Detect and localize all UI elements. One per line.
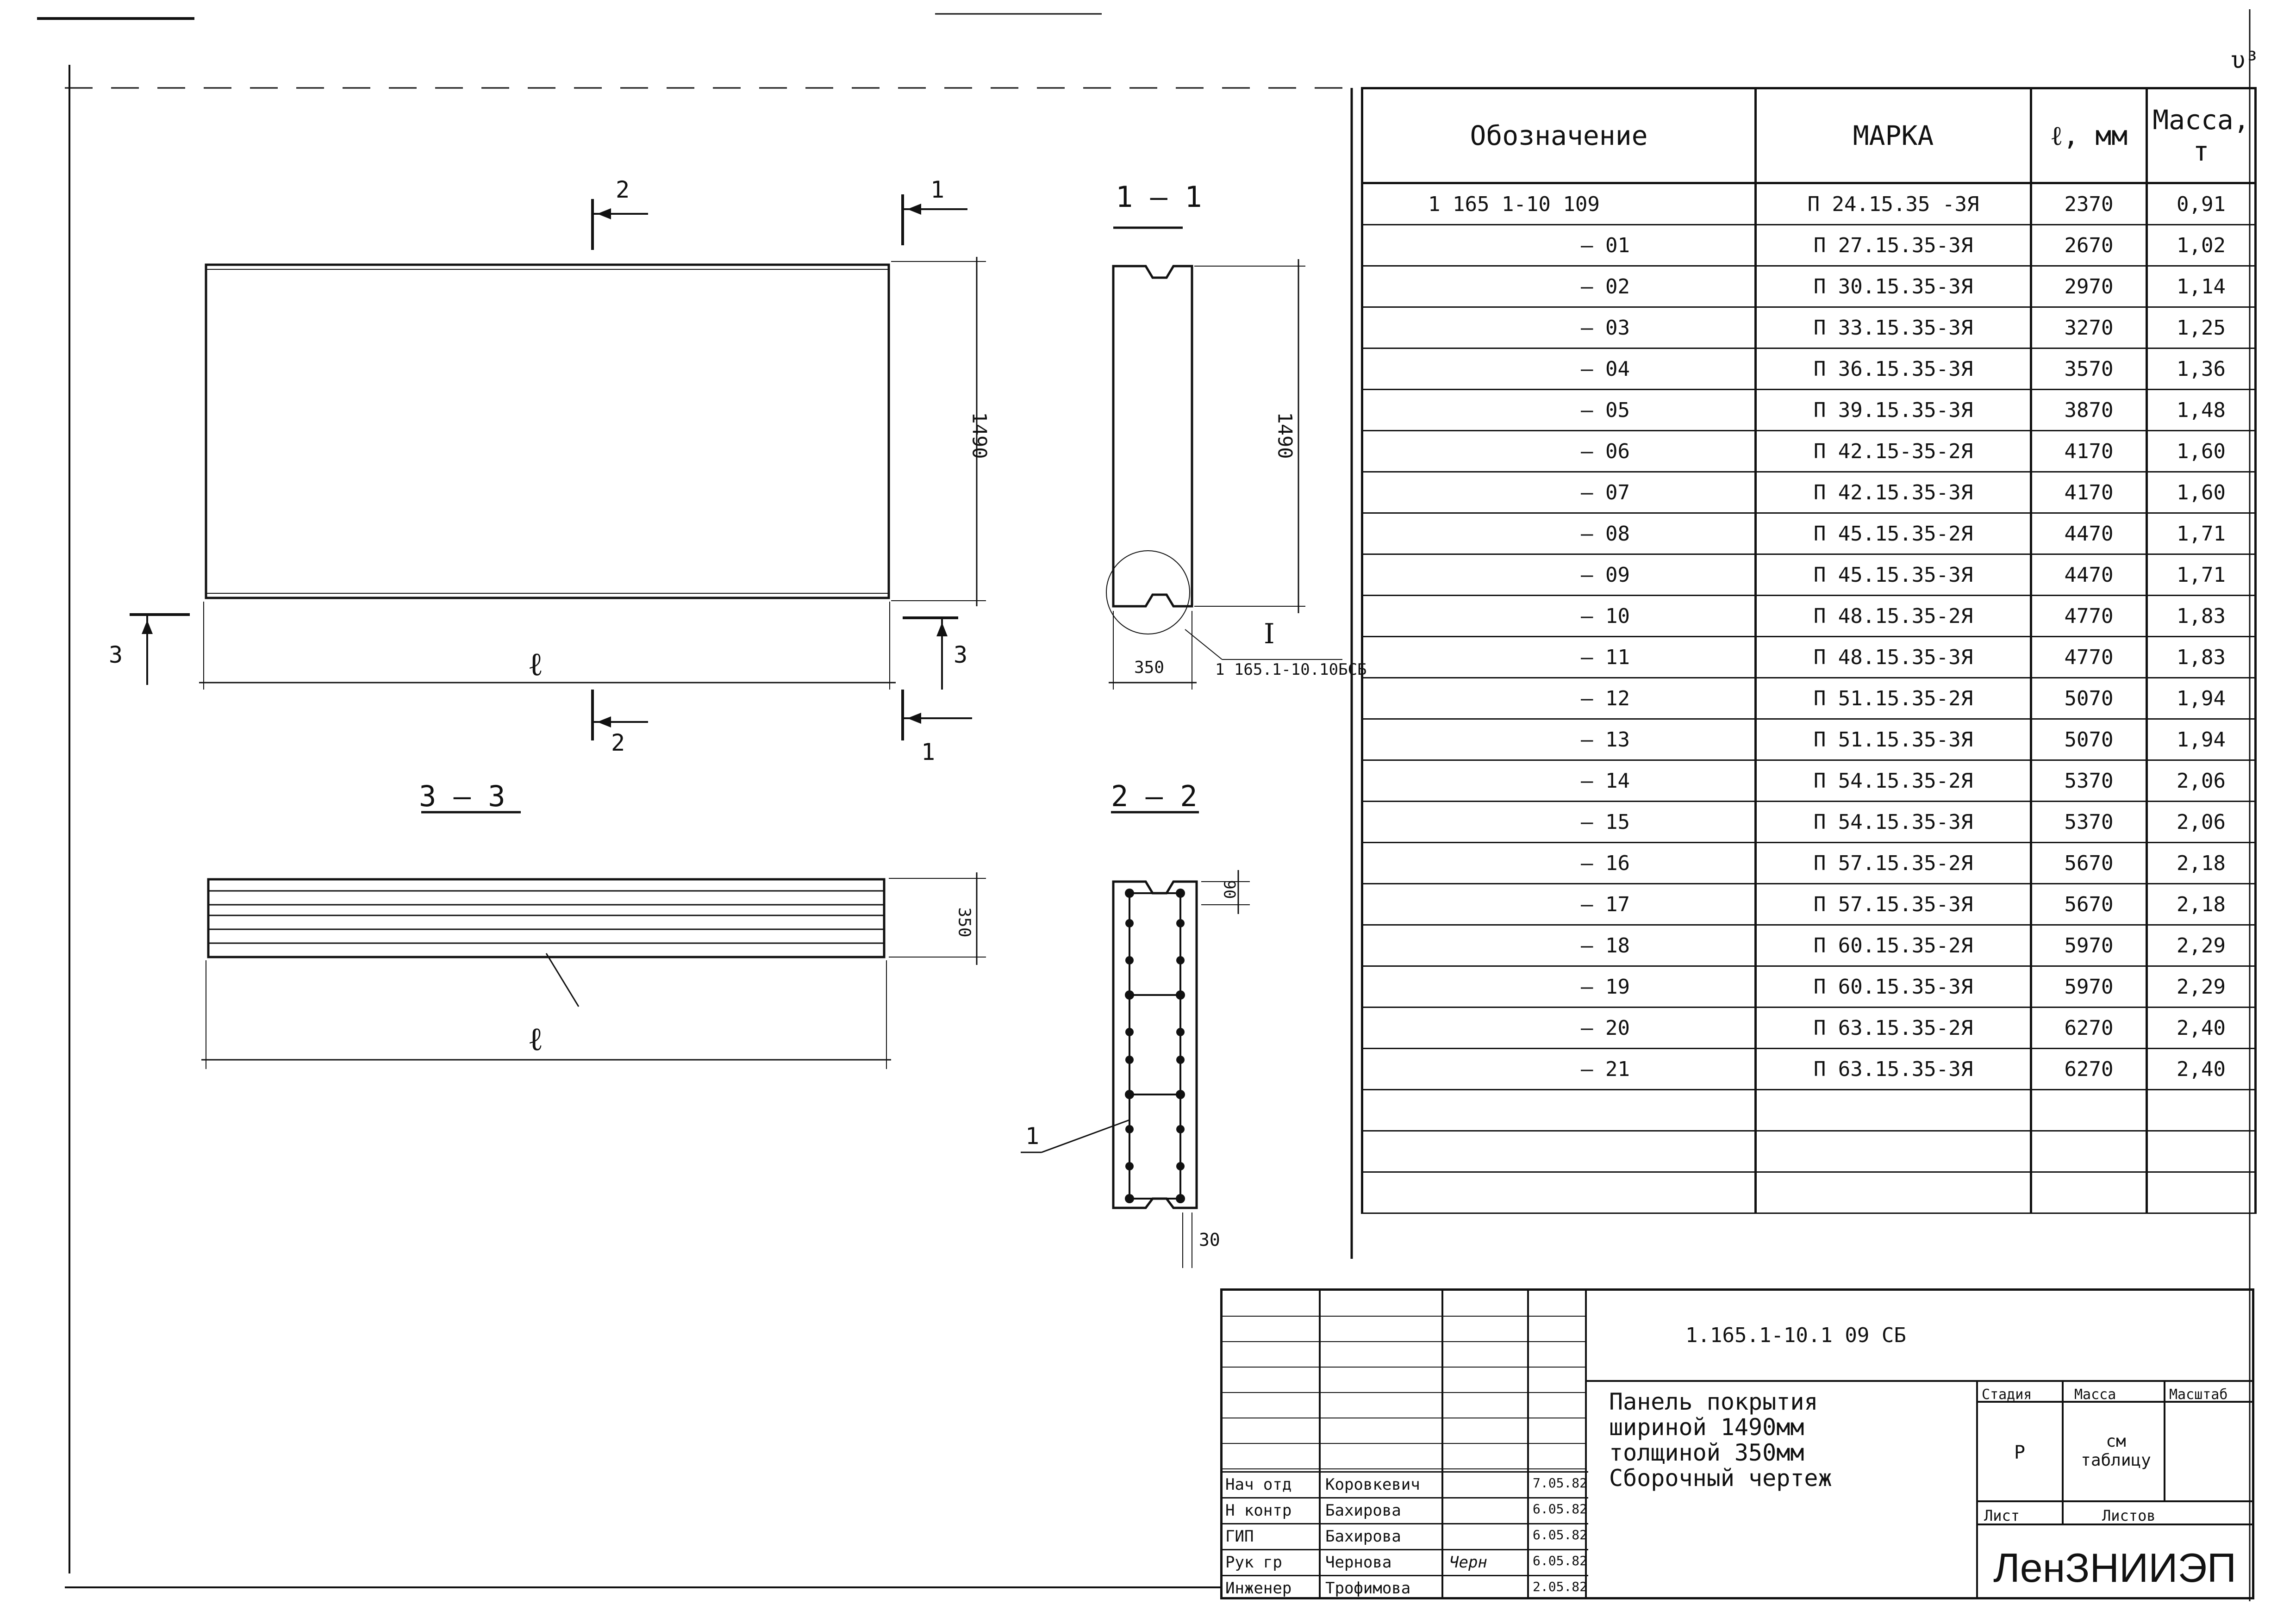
header-length: ℓ, мм: [2031, 88, 2147, 183]
mass-cell: 2,06: [2147, 760, 2256, 802]
table-row: [1362, 678, 2256, 719]
length-cell: 6270: [2031, 1049, 2147, 1090]
mass-cell: 1,60: [2147, 431, 2256, 472]
node-label: I: [1264, 618, 1275, 650]
length-cell: 5070: [2031, 678, 2147, 719]
signature-sign: Черн: [1449, 1553, 1487, 1572]
designation-cell: — 18: [1362, 925, 1756, 966]
empty-row: [1362, 1090, 2256, 1131]
section-1-1-dim-1490: 1490: [1273, 412, 1297, 459]
signature-name: Коровкевич: [1325, 1475, 1420, 1494]
cut-label-3-left: 3: [109, 641, 123, 668]
empty-cell: [1756, 1131, 2031, 1172]
mark-cell: П 57.15.35-3Я: [1756, 884, 2031, 925]
mass-cell: 1,60: [2147, 472, 2256, 513]
empty-cell: [2147, 1090, 2256, 1131]
mark-cell: П 45.15.35-2Я: [1756, 513, 2031, 554]
table-row: [1362, 1049, 2256, 1090]
empty-cell: [1362, 1131, 1756, 1172]
designation-cell: — 15: [1362, 802, 1756, 843]
mark-cell: П 60.15.35-2Я: [1756, 925, 2031, 966]
stage-value: Р: [2014, 1442, 2026, 1463]
mass-cell: 1,83: [2147, 637, 2256, 678]
table-row: [1362, 307, 2256, 348]
mass-cell: 1,25: [2147, 307, 2256, 348]
designation-cell: — 12: [1362, 678, 1756, 719]
table-row: [1362, 183, 2256, 225]
title-line-1: Панель покрытия: [1609, 1388, 1818, 1415]
title-line-4: Сборочный чертеж: [1609, 1465, 1832, 1492]
mass-cell: 1,71: [2147, 513, 2256, 554]
length-cell: 6270: [2031, 1007, 2147, 1049]
corner-mark: υ³: [2231, 47, 2259, 74]
signature-role: ГИП: [1225, 1527, 1254, 1546]
table-row: [1362, 225, 2256, 266]
mass-cell: 2,40: [2147, 1007, 2256, 1049]
designation-cell: — 20: [1362, 1007, 1756, 1049]
table-row: [1362, 760, 2256, 802]
table-row: [1362, 472, 2256, 513]
mass-cell: 1,71: [2147, 554, 2256, 596]
designation-cell: — 01: [1362, 225, 1756, 266]
section-3-3-title: 3 — 3: [419, 779, 505, 813]
empty-cell: [1362, 1090, 1756, 1131]
mark-cell: П 24.15.35 -3Я: [1756, 183, 2031, 225]
header-mass: Масса, т: [2147, 88, 2256, 183]
sheet-label: Лист: [1984, 1507, 2020, 1524]
table-row: [1362, 596, 2256, 637]
mark-cell: П 54.15.35-2Я: [1756, 760, 2031, 802]
mass-cell: 1,94: [2147, 719, 2256, 760]
empty-row: [1362, 1172, 2256, 1213]
cut-label-1-bottom: 1: [921, 739, 936, 765]
designation-cell: — 03: [1362, 307, 1756, 348]
plan-dim-length: ℓ: [528, 645, 543, 683]
leader-label-1: 1: [1025, 1123, 1040, 1150]
designation-cell: — 16: [1362, 843, 1756, 884]
signature-name: Чернова: [1325, 1553, 1392, 1572]
mark-cell: П 54.15.35-3Я: [1756, 802, 2031, 843]
designation-cell: — 04: [1362, 348, 1756, 390]
mass-cell: 2,29: [2147, 966, 2256, 1007]
cut-label-3-right: 3: [954, 641, 968, 668]
signature-role: Инженер: [1225, 1579, 1292, 1598]
mark-cell: П 42.15.35-3Я: [1756, 472, 2031, 513]
length-cell: 3870: [2031, 390, 2147, 431]
mass-value: см таблицу: [2081, 1432, 2151, 1470]
signature-name: Трофимова: [1325, 1579, 1411, 1598]
mark-cell: П 45.15.35-3Я: [1756, 554, 2031, 596]
length-cell: 5970: [2031, 925, 2147, 966]
empty-cell: [2147, 1131, 2256, 1172]
section-1-1-title: 1 — 1: [1116, 180, 1202, 214]
signature-row: [1223, 1575, 1588, 1602]
mass-cell: 2,18: [2147, 843, 2256, 884]
mark-cell: П 33.15.35-3Я: [1756, 307, 2031, 348]
mass-cell: 2,29: [2147, 925, 2256, 966]
length-cell: 2970: [2031, 266, 2147, 307]
empty-row: [1362, 1131, 2256, 1172]
table-row: [1362, 719, 2256, 760]
cut-label-1-top: 1: [930, 176, 945, 203]
designation-cell: — 02: [1362, 266, 1756, 307]
table-row: [1362, 884, 2256, 925]
table-row: [1362, 637, 2256, 678]
mark-cell: П 36.15.35-3Я: [1756, 348, 2031, 390]
section-2-2-dim-30: 30: [1199, 1230, 1220, 1250]
designation-cell: — 10: [1362, 596, 1756, 637]
table-row: [1362, 843, 2256, 884]
mass-cell: 0,91: [2147, 183, 2256, 225]
signature-role: Н контр: [1225, 1501, 1292, 1520]
specification-table: [1361, 87, 2257, 1214]
designation-cell: — 06: [1362, 431, 1756, 472]
mass-cell: 2,06: [2147, 802, 2256, 843]
table-row: [1362, 266, 2256, 307]
plan-dim-1490: 1490: [968, 412, 991, 459]
section-2-2-title: 2 — 2: [1111, 779, 1198, 813]
mass-cell: 1,94: [2147, 678, 2256, 719]
length-cell: 4770: [2031, 596, 2147, 637]
designation-cell: — 11: [1362, 637, 1756, 678]
section-1-1-dim-350: 350: [1134, 658, 1165, 677]
table-row: [1362, 554, 2256, 596]
organization: ЛенЗНИИЭП: [1993, 1545, 2236, 1591]
empty-cell: [1756, 1090, 2031, 1131]
cut-label-2-top: 2: [616, 176, 630, 203]
mark-cell: П 51.15.35-2Я: [1756, 678, 2031, 719]
length-cell: 4470: [2031, 554, 2147, 596]
designation-cell: — 07: [1362, 472, 1756, 513]
mass-label: Масса: [2074, 1387, 2116, 1403]
signature-row: [1223, 1497, 1588, 1524]
table-row: [1362, 1007, 2256, 1049]
mark-cell: П 39.15.35-3Я: [1756, 390, 2031, 431]
scale-label: Масштаб: [2169, 1387, 2228, 1403]
length-cell: 5070: [2031, 719, 2147, 760]
empty-cell: [2031, 1090, 2147, 1131]
signature-row: [1223, 1549, 1588, 1576]
signature-row: [1223, 1523, 1588, 1550]
designation-cell: — 21: [1362, 1049, 1756, 1090]
stage-label: Стадия: [1982, 1387, 2032, 1403]
designation-cell: — 17: [1362, 884, 1756, 925]
spec-header-row: [1362, 88, 2256, 183]
signature-date: 6.05.82: [1533, 1553, 1588, 1568]
mark-cell: П 42.15-35-2Я: [1756, 431, 2031, 472]
empty-cell: [1756, 1172, 2031, 1213]
header-designation: Обозначение: [1362, 88, 1756, 183]
cut-label-2-bottom: 2: [611, 729, 625, 756]
section-3-3-dim-350: 350: [955, 907, 974, 938]
signature-name: Бахирова: [1325, 1501, 1401, 1520]
signature-date: 7.05.82: [1533, 1475, 1588, 1491]
mass-cell: 1,02: [2147, 225, 2256, 266]
empty-cell: [2031, 1172, 2147, 1213]
designation-cell: — 19: [1362, 966, 1756, 1007]
length-cell: 4170: [2031, 472, 2147, 513]
length-cell: 4470: [2031, 513, 2147, 554]
signature-role: Рук гр: [1225, 1553, 1282, 1572]
length-cell: 2670: [2031, 225, 2147, 266]
mark-cell: П 60.15.35-3Я: [1756, 966, 2031, 1007]
mass-cell: 1,14: [2147, 266, 2256, 307]
document-code: 1.165.1-10.1 09 СБ: [1685, 1324, 1906, 1347]
signature-row: [1223, 1471, 1588, 1499]
mass-cell: 2,18: [2147, 884, 2256, 925]
sheets-label: Листов: [2102, 1507, 2156, 1524]
mark-cell: П 48.15.35-3Я: [1756, 637, 2031, 678]
table-row: [1362, 925, 2256, 966]
title-line-3: толщиной 350мм: [1609, 1439, 1804, 1466]
table-row: [1362, 390, 2256, 431]
section-2-2-dim-90: 90: [1220, 880, 1239, 899]
table-row: [1362, 966, 2256, 1007]
mark-cell: П 30.15.35-3Я: [1756, 266, 2031, 307]
section-3-3-dim-length: ℓ: [528, 1020, 543, 1058]
signature-role: Нач отд: [1225, 1475, 1292, 1494]
designation-cell: 1 165 1-10 109: [1362, 183, 1756, 225]
table-row: [1362, 431, 2256, 472]
designation-cell: — 08: [1362, 513, 1756, 554]
mass-cell: 2,40: [2147, 1049, 2256, 1090]
mark-cell: П 48.15.35-2Я: [1756, 596, 2031, 637]
table-row: [1362, 513, 2256, 554]
length-cell: 5370: [2031, 802, 2147, 843]
title-line-2: шириной 1490мм: [1609, 1414, 1804, 1441]
designation-cell: — 09: [1362, 554, 1756, 596]
mark-cell: П 63.15.35-3Я: [1756, 1049, 2031, 1090]
mark-cell: П 63.15.35-2Я: [1756, 1007, 2031, 1049]
signature-date: 2.05.82: [1533, 1579, 1588, 1594]
length-cell: 5370: [2031, 760, 2147, 802]
mass-cell: 1,48: [2147, 390, 2256, 431]
length-cell: 2370: [2031, 183, 2147, 225]
length-cell: 3570: [2031, 348, 2147, 390]
empty-cell: [2147, 1172, 2256, 1213]
empty-cell: [1362, 1172, 1756, 1213]
signature-date: 6.05.82: [1533, 1501, 1588, 1517]
designation-cell: — 14: [1362, 760, 1756, 802]
signature-date: 6.05.82: [1533, 1527, 1588, 1542]
mark-cell: П 51.15.35-3Я: [1756, 719, 2031, 760]
mass-cell: 1,83: [2147, 596, 2256, 637]
length-cell: 3270: [2031, 307, 2147, 348]
table-row: [1362, 348, 2256, 390]
signature-name: Бахирова: [1325, 1527, 1401, 1546]
table-row: [1362, 802, 2256, 843]
mark-cell: П 27.15.35-3Я: [1756, 225, 2031, 266]
length-cell: 5670: [2031, 884, 2147, 925]
header-mark: МАРКА: [1756, 88, 2031, 183]
empty-cell: [2031, 1131, 2147, 1172]
length-cell: 5670: [2031, 843, 2147, 884]
node-reference: 1 165.1-10.10БСБ: [1215, 660, 1367, 679]
mass-cell: 1,36: [2147, 348, 2256, 390]
mark-cell: П 57.15.35-2Я: [1756, 843, 2031, 884]
length-cell: 4770: [2031, 637, 2147, 678]
length-cell: 5970: [2031, 966, 2147, 1007]
designation-cell: — 13: [1362, 719, 1756, 760]
length-cell: 4170: [2031, 431, 2147, 472]
designation-cell: — 05: [1362, 390, 1756, 431]
title-block: [1220, 1288, 2254, 1599]
